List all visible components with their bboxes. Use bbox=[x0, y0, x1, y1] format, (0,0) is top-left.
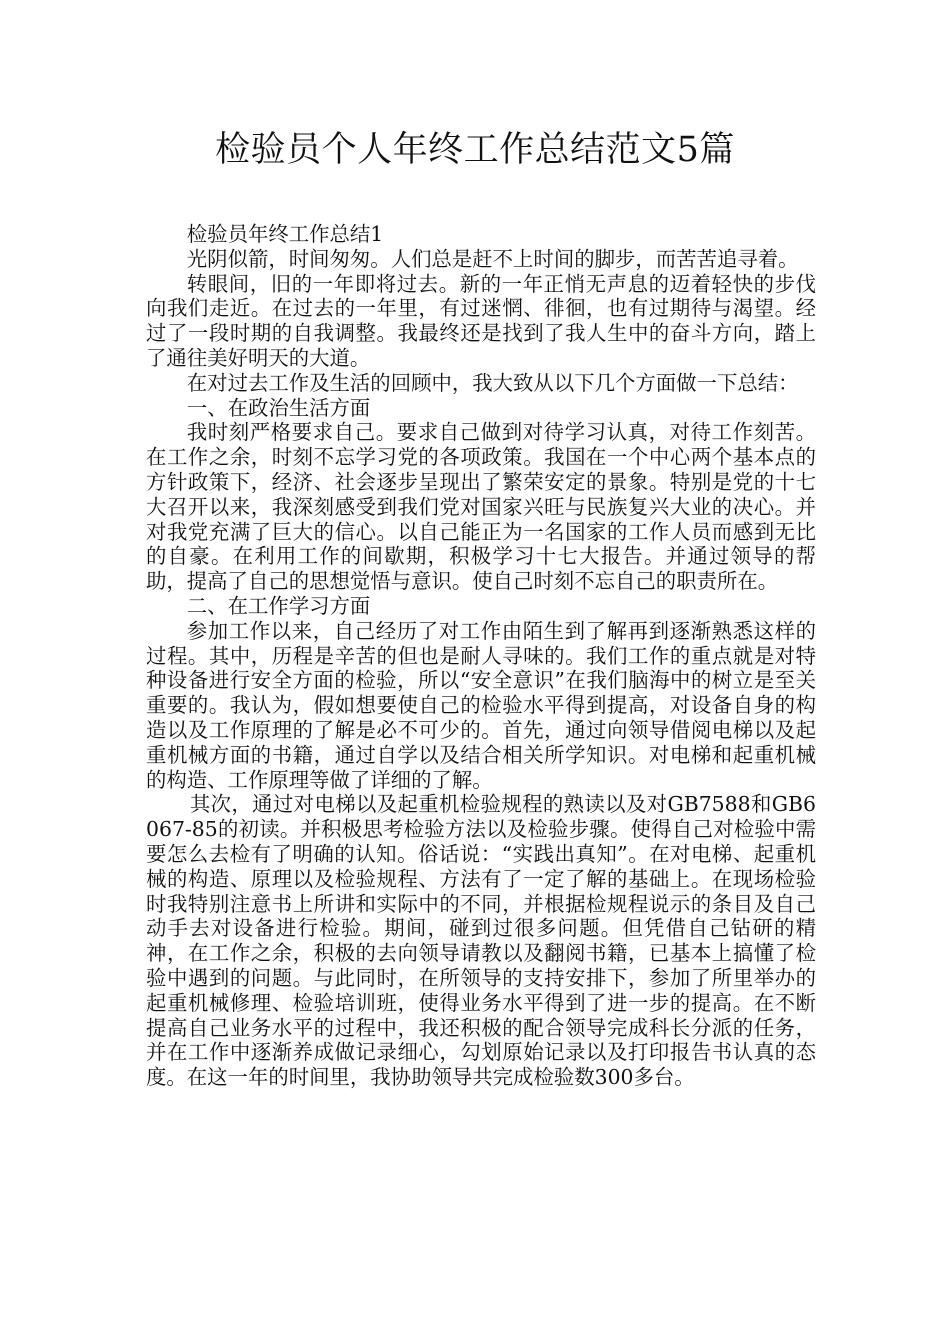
paragraph: 转眼间，旧的一年即将过去。新的一年正悄无声息的迈着轻快的步伐向我们走近。在过去的一年里，有过迷惘、徘徊，也有过期待与渴望。经过了一段时期的自我调整。我最终还是找到了我人生中的奋斗方向，踏上了通往美好明天的大道。 bbox=[146, 271, 816, 370]
section-heading: 二、在工作学习方面 bbox=[186, 593, 371, 618]
paragraph: 参加工作以来，自己经历了对工作由陌生到了解再到逐渐熟悉这样的过程。其中，历程是辛苦的但也是耐人寻味的。我们工作的重点就是对特种设备进行安全方面的检验，所以“安全意识”在我们脑海中的树立是至关重要的。我认为，假如想要使自己的检验水平得到提高，对设备自身的构造以及工作原理的了解是必不可少的。首先，通过向领导借阅电梯以及起重机械方面的书籍，通过自学以及结合相关所学知识。对电梯和起重机械的构造、工作原理等做了详细的了解。 bbox=[146, 618, 816, 792]
document-title: 检验员个人年终工作总结范文5篇 bbox=[215, 130, 735, 170]
document-body bbox=[146, 222, 816, 1090]
paragraph: 光阴似箭，时间匆匆。人们总是赶不上时间的脚步，而苦苦追寻着。 bbox=[186, 246, 799, 271]
paragraph: 我时刻严格要求自己。要求自己做到对待学习认真，对待工作刻苦。在工作之余，时刻不忘学习党的各项政策。我国在一个中心两个基本点的方针政策下，经济、社会逐步呈现出了繁荣安定的景象。特别是党的十七大召开以来，我深刻感受到我们党对国家兴旺与民族复兴大业的决心。并对我党充满了巨大的信心。以自己能正为一名国家的工作人员而感到无比的自豪。在利用工作的间歇期，积极学习十七大报告。并通过领导的帮助，提高了自己的思想觉悟与意识。使自己时刻不忘自己的职责所在。 bbox=[146, 420, 816, 594]
paragraph: 在对过去工作及生活的回顾中，我大致从以下几个方面做一下总结： bbox=[186, 370, 799, 395]
section-heading: 检验员年终工作总结1 bbox=[186, 222, 384, 246]
paragraph: 其次，通过对电梯以及起重机检验规程的熟读以及对GB7588和GB6067-85的初读。并积极思考检验方法以及检验步骤。使得自己对检验中需要怎么去检有了明确的认知。俗话说：“实践出真知”。在对电梯、起重机械的构造、原理以及检验规程、方法有了一定了解的基础上。在现场检验时我特别注意书上所讲和实际中的不同，并根据检规程说示的条目及自己动手去对设备进行检验。期间，碰到过很多问题。但凭借自己钻研的精神，在工作之余，积极的去向领导请教以及翻阅书籍，已基本上搞懂了检验中遇到的问题。与此同时，在所领导的支持安排下，参加了所里举办的起重机械修理、检验培训班，使得业务水平得到了进一步的提高。在不断提高自己业务水平的过程中，我还积极的配合领导完成科长分派的任务，并在工作中逐渐养成做记录细心，勾划原始记录以及打印报告书认真的态度。在这一年的时间里，我协助领导共完成检验数300多台。 bbox=[146, 792, 816, 1090]
section-heading: 一、在政治生活方面 bbox=[186, 395, 371, 420]
